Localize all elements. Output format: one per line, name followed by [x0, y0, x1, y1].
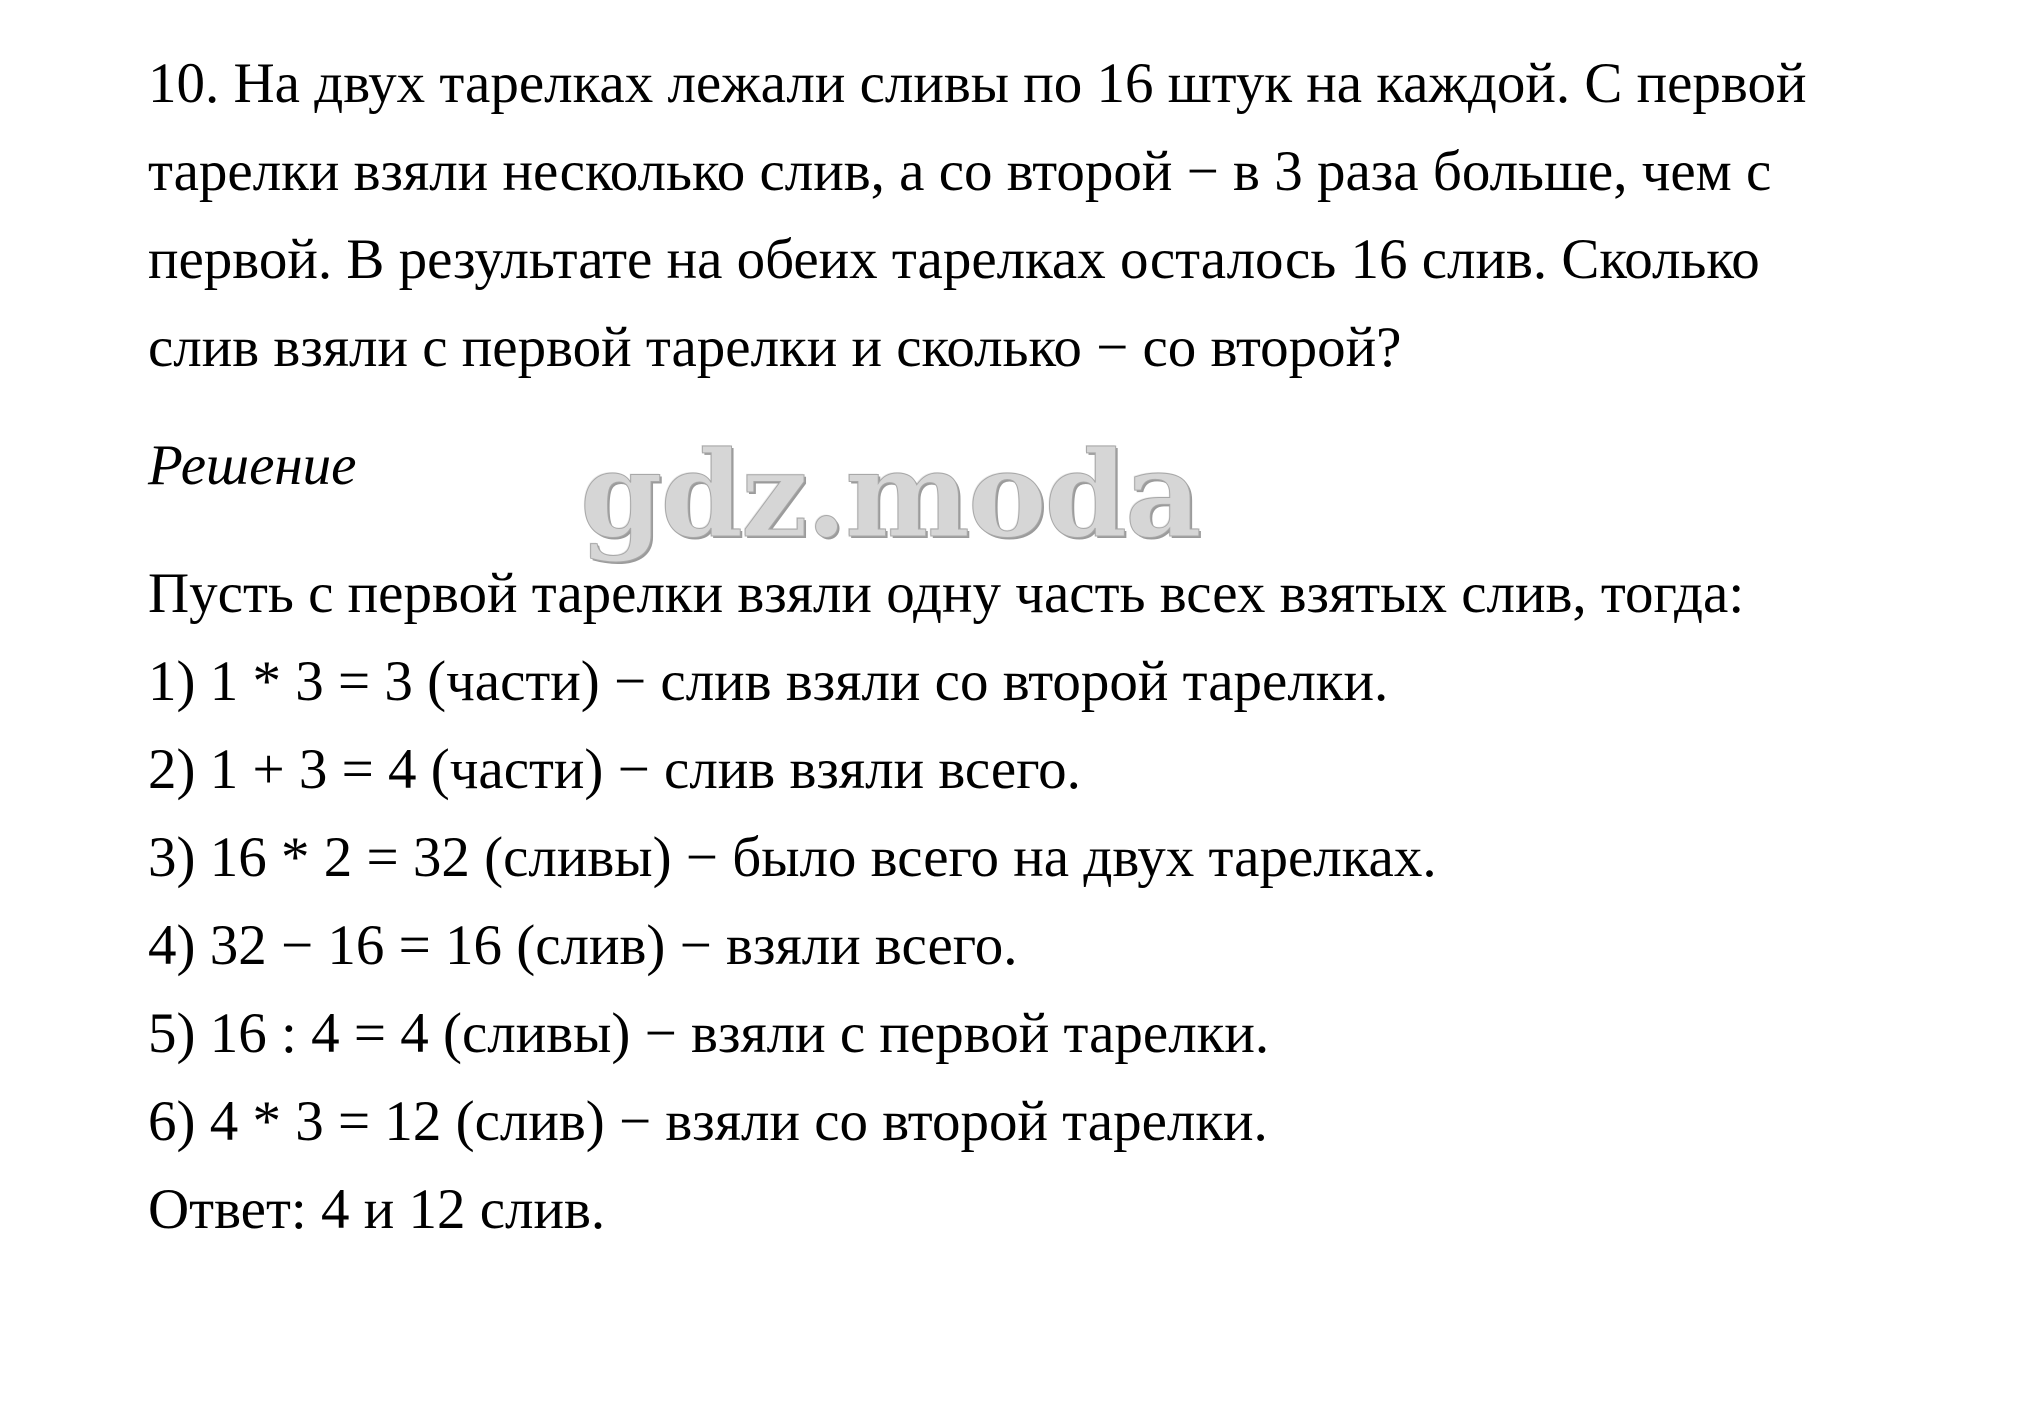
solution-step-5: 5) 16 : 4 = 4 (сливы) − взяли с первой тарелки. [148, 1002, 1270, 1065]
solution-step-1: 1) 1 * 3 = 3 (части) − слив взяли со второй тарелки. [148, 650, 1389, 713]
problem-line-2: тарелки взяли несколько слив, а со второй − в 3 раза больше, чем с [148, 140, 1772, 203]
solution-step-2: 2) 1 + 3 = 4 (части) − слив взяли всего. [148, 738, 1081, 801]
solution-step-6: 6) 4 * 3 = 12 (слив) − взяли со второй тарелки. [148, 1090, 1268, 1153]
solution-step-4: 4) 32 − 16 = 16 (слив) − взяли всего. [148, 914, 1018, 977]
solution-step-3: 3) 16 * 2 = 32 (сливы) − было всего на двух тарелках. [148, 826, 1437, 889]
solution-heading: Решение [148, 434, 357, 497]
problem-line-1: 10. На двух тарелках лежали сливы по 16 штук на каждой. С первой [148, 52, 1807, 115]
problem-line-3: первой. В результате на обеих тарелках осталось 16 слив. Сколько [148, 228, 1760, 291]
solution-answer: Ответ: 4 и 12 слив. [148, 1178, 606, 1241]
solution-intro: Пусть с первой тарелки взяли одну часть всех взятых слив, тогда: [148, 562, 1745, 625]
watermark-logo: gdz.moda [580, 425, 1200, 564]
problem-line-4: слив взяли с первой тарелки и сколько − со второй? [148, 316, 1402, 379]
